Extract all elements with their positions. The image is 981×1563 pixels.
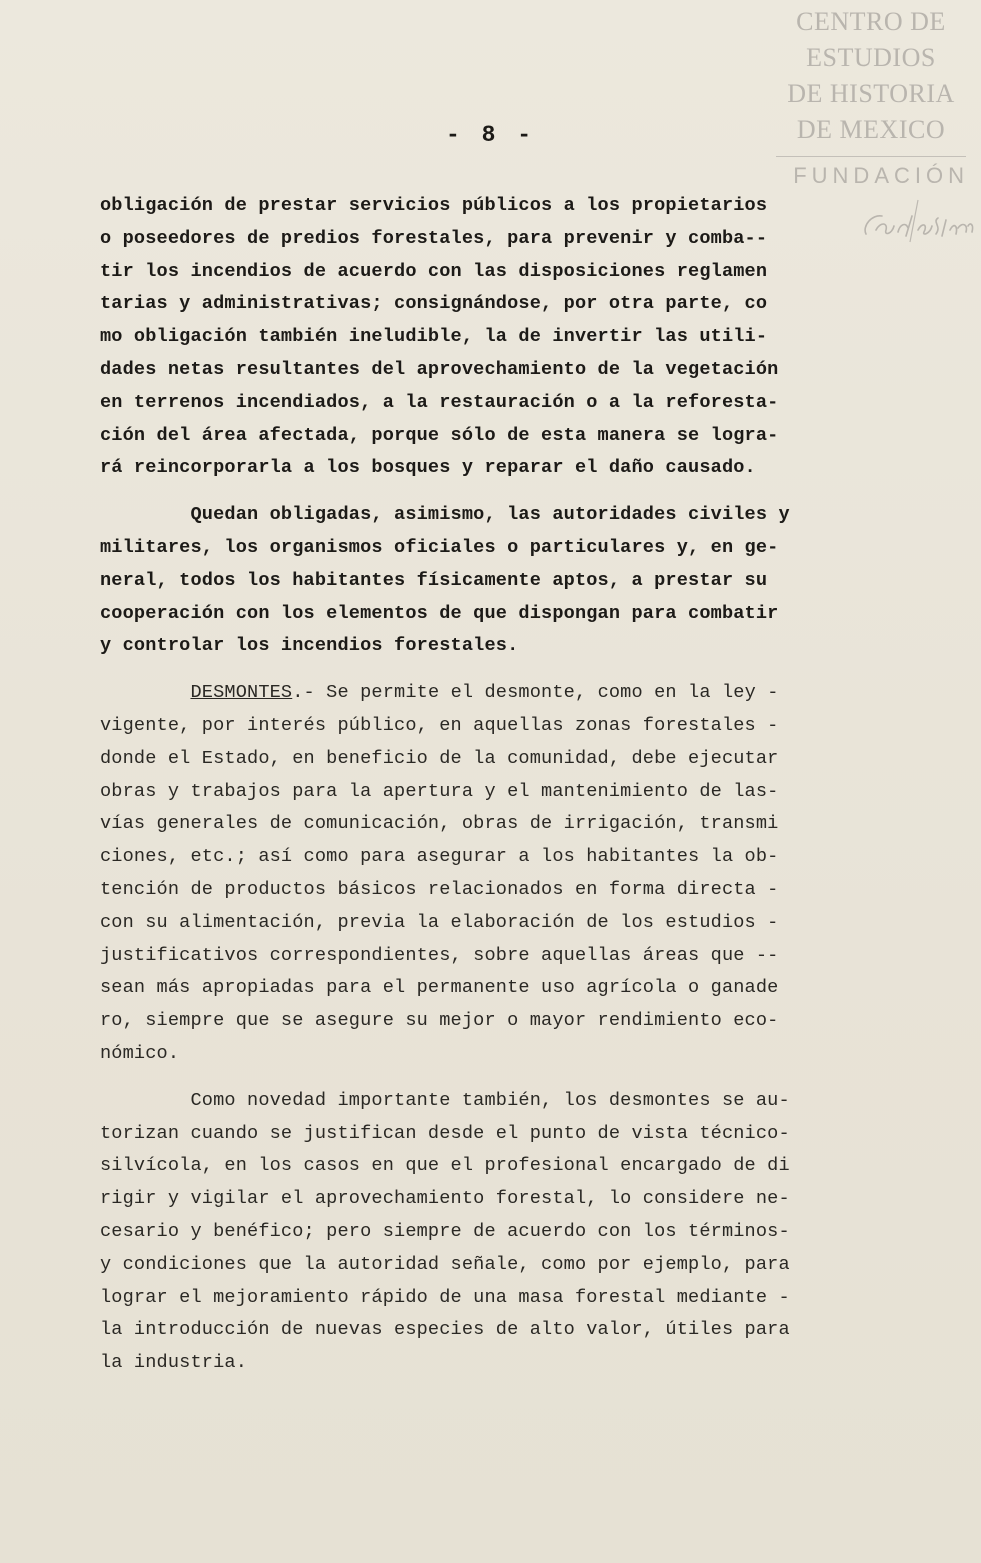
text-line: vías generales de comunicación, obras de irrigación, transmi	[100, 813, 779, 835]
text-line: ción del área afectada, porque sólo de esta manera se logra-	[100, 424, 779, 446]
text-line: lograr el mejoramiento rápido de una masa forestal mediante -	[100, 1286, 790, 1308]
paragraph-1	[100, 190, 930, 485]
text-line: cesario y benéfico; pero siempre de acuerdo con los términos-	[100, 1220, 790, 1242]
text-line: donde el Estado, en beneficio de la comunidad, debe ejecutar	[100, 747, 779, 769]
text-line: y condiciones que la autoridad señale, como por ejemplo, para	[100, 1253, 790, 1275]
text-line: y controlar los incendios forestales.	[100, 635, 519, 657]
text-line	[100, 677, 930, 710]
text-line: con su alimentación, previa la elaboración de los estudios -	[100, 911, 779, 933]
text-line: tir los incendios de acuerdo con las disposiciones reglamen	[100, 260, 768, 282]
text-line: cooperación con los elementos de que dispongan para combatir	[100, 602, 779, 624]
archive-watermark	[771, 4, 971, 191]
text-line: obras y trabajos para la apertura y el mantenimiento de las-	[100, 780, 779, 802]
text-line: obligación de prestar servicios públicos a los propietarios	[100, 195, 768, 216]
heading-continuation: .- Se permite el desmonte, como en la ley -	[292, 682, 779, 704]
text-line: ciones, etc.; así como para asegurar a los habitantes la ob-	[100, 846, 779, 868]
text-line: en terrenos incendiados, a la restauración o a la reforesta-	[100, 391, 779, 413]
text-line: sean más apropiadas para el permanente uso agrícola o ganade	[100, 977, 779, 999]
text-line: la industria.	[100, 1352, 248, 1374]
watermark-line: DE MEXICO	[796, 115, 946, 144]
section-heading: DESMONTES	[190, 682, 293, 704]
text-line: dades netas resultantes del aprovechamiento de la vegetación	[100, 358, 779, 380]
text-line: la introducción de nuevas especies de alto valor, útiles para	[100, 1319, 790, 1341]
watermark-line: DE HISTORIA	[787, 79, 955, 108]
watermark-line: CENTRO DE	[796, 7, 946, 36]
document-body	[100, 190, 930, 1380]
watermark-divider	[776, 156, 966, 157]
text-line: Quedan obligadas, asimismo, las autoridades civiles y	[100, 504, 790, 526]
watermark-line: ESTUDIOS	[806, 43, 936, 72]
text-line: rá reincorporarla a los bosques y reparar el daño causado.	[100, 457, 756, 479]
text-line: vigente, por interés público, en aquellas zonas forestales -	[100, 714, 779, 736]
text-line: o poseedores de predios forestales, para prevenir y comba--	[100, 227, 768, 249]
text-line: ro, siempre que se asegure su mejor o mayor rendimiento eco-	[100, 1010, 779, 1032]
paragraph-desmontes	[100, 677, 930, 1071]
text-line: Como novedad importante también, los desmontes se au-	[100, 1089, 790, 1111]
text-line: justificativos correspondientes, sobre aquellas áreas que --	[100, 944, 779, 966]
text-line: rigir y vigilar el aprovechamiento forestal, lo considere ne-	[100, 1188, 790, 1210]
text-line: militares, los organismos oficiales o particulares y, en ge-	[100, 536, 779, 558]
watermark-foundation: FUNDACIÓN	[793, 163, 969, 188]
page-number: - 8 -	[445, 122, 535, 148]
text-line: tención de productos básicos relacionados en forma directa -	[100, 878, 779, 900]
text-line: silvícola, en los casos en que el profesional encargado de di	[100, 1155, 790, 1177]
text-line: mo obligación también ineludible, la de invertir las utili-	[100, 326, 768, 348]
text-line: neral, todos los habitantes físicamente aptos, a prestar su	[100, 569, 768, 591]
paragraph-4	[100, 1085, 930, 1380]
text-line: tarias y administrativas; consignándose, por otra parte, co	[100, 293, 768, 315]
text-line: torizan cuando se justifican desde el punto de vista técnico-	[100, 1122, 790, 1144]
text-line: nómico.	[100, 1042, 180, 1064]
paragraph-2	[100, 499, 930, 663]
